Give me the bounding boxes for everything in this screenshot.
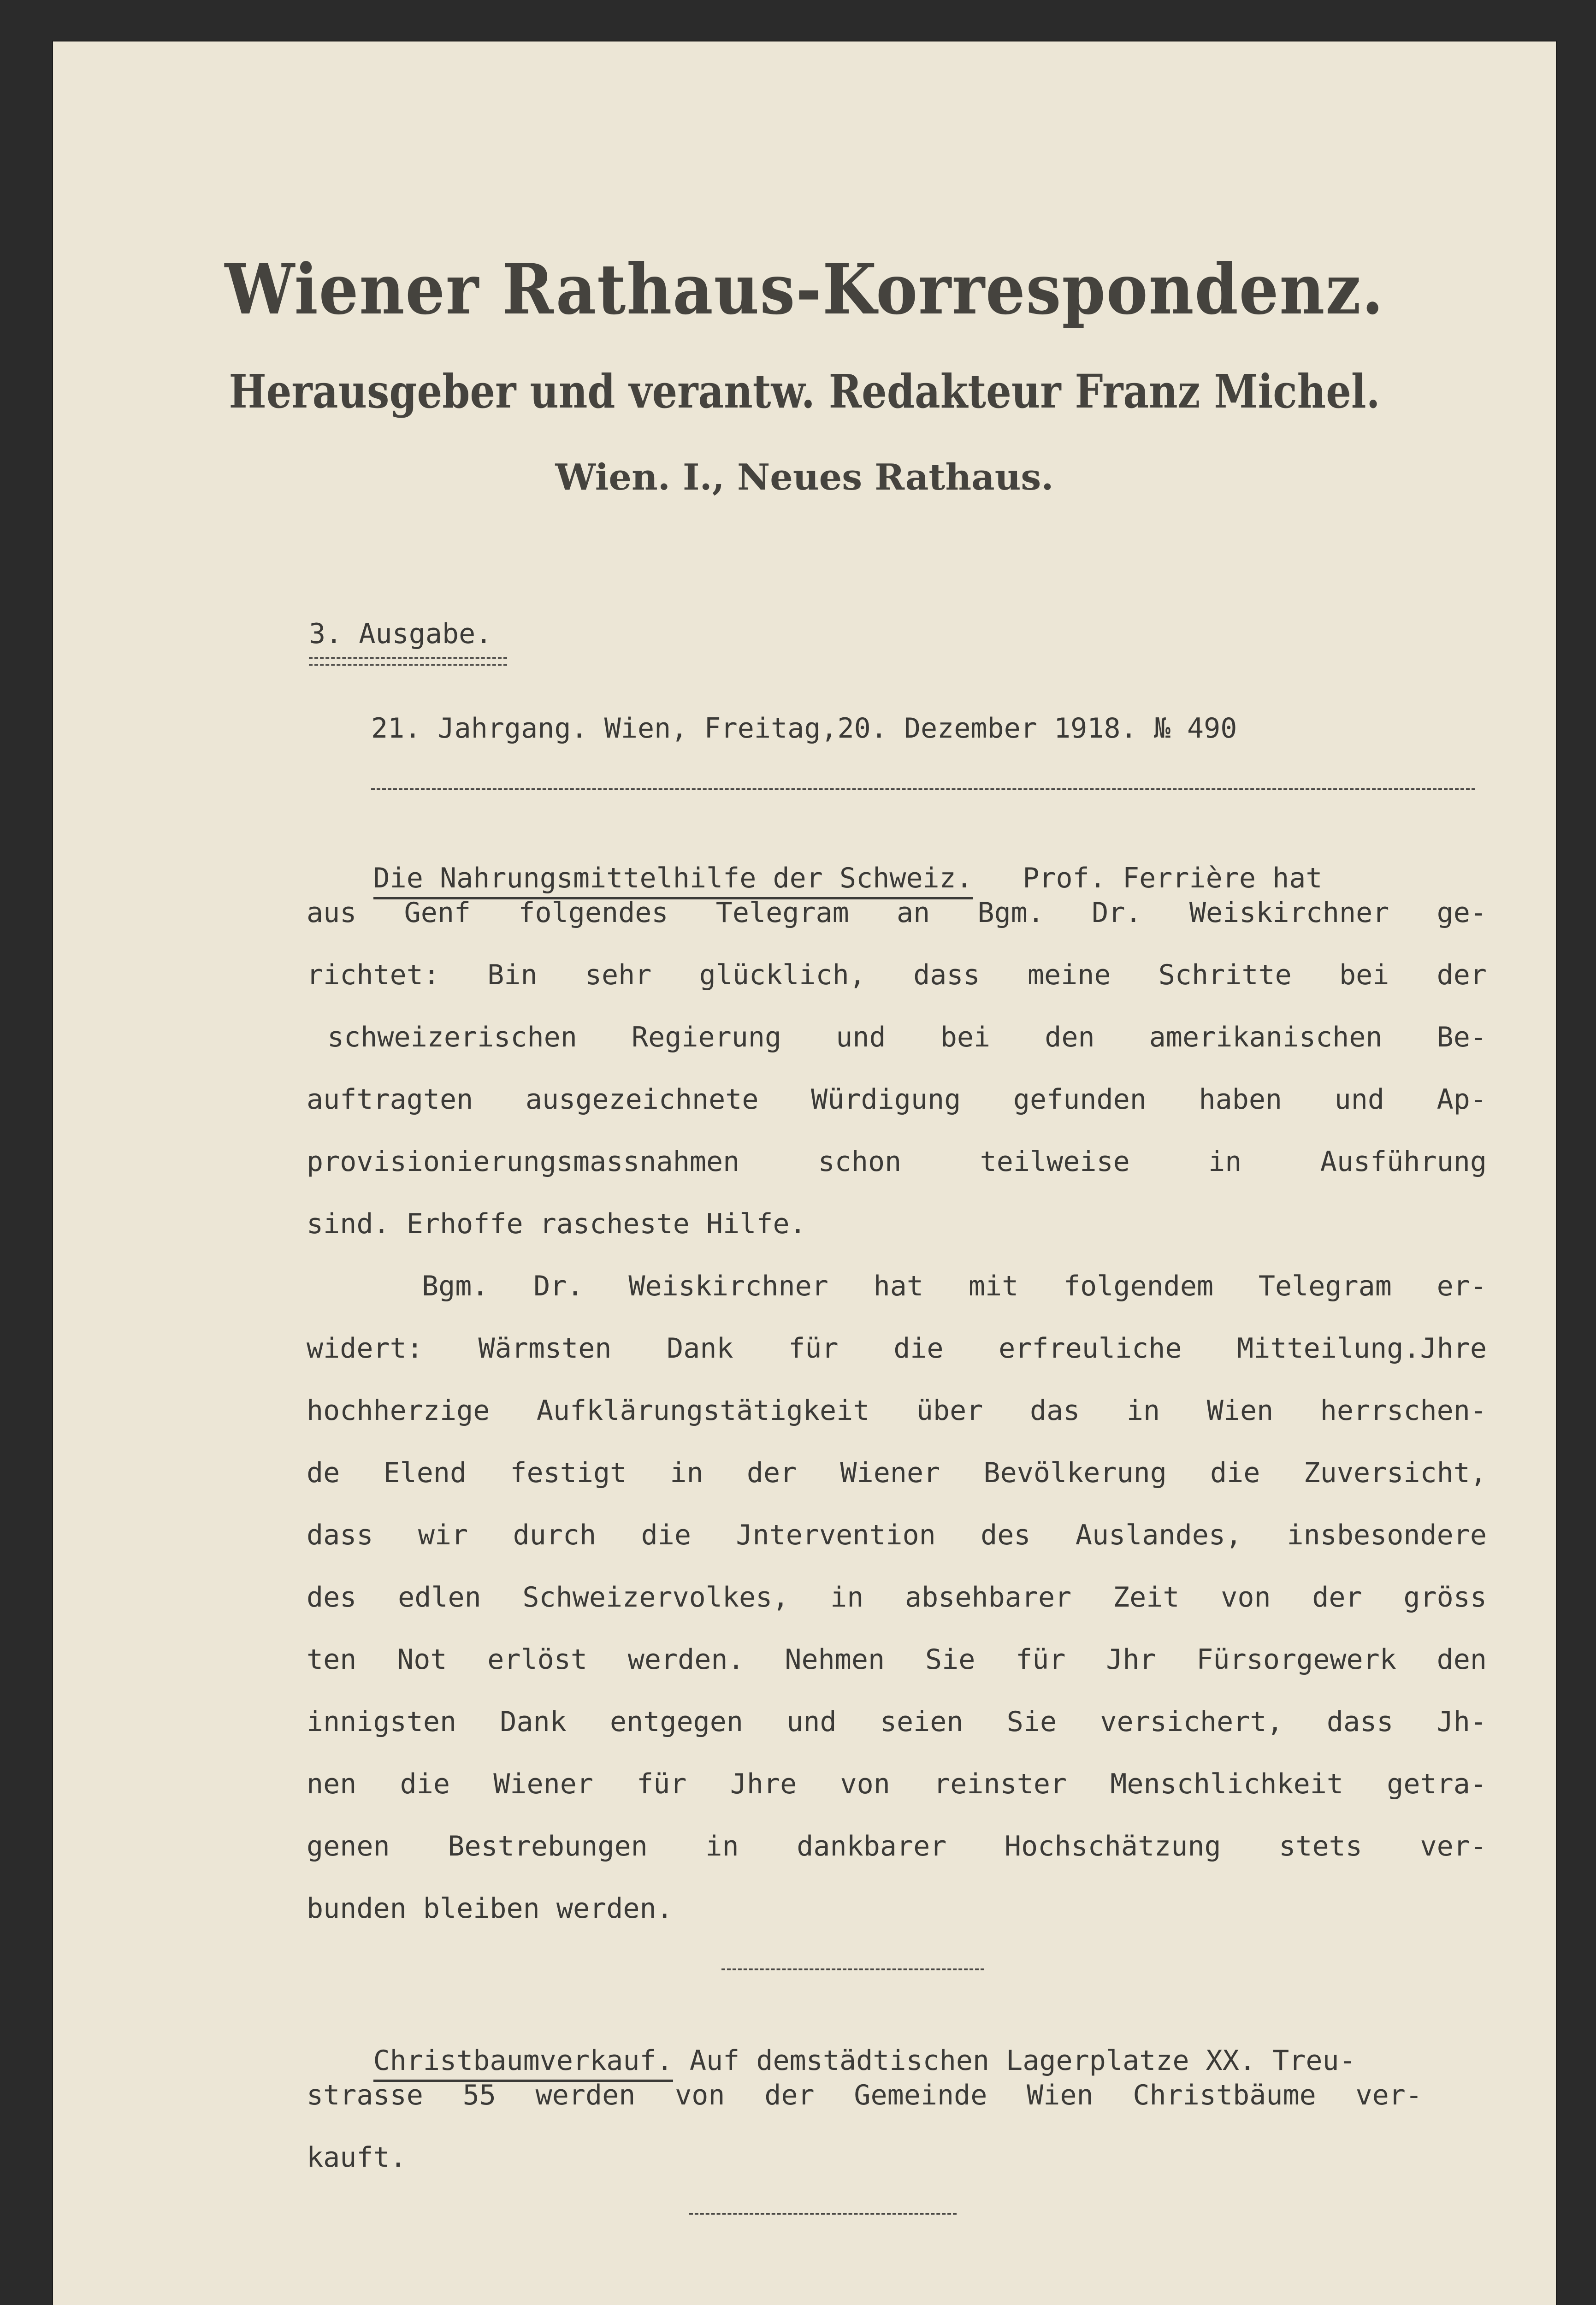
- header-rule: [371, 788, 1475, 790]
- article-1-line: innigsten Dank entgegen und seien Sie versichert, dass Jh-: [307, 1706, 1487, 1738]
- article-1-line: des edlen Schweizervolkes, in absehbarer Zeit von der gröss: [307, 1581, 1487, 1614]
- masthead-address: Wien. I., Neues Rathaus.: [555, 456, 1054, 498]
- article-1-line: dass wir durch die Jntervention des Auslandes, insbesondere: [307, 1519, 1487, 1551]
- masthead-subtitle: Herausgeber und verantw. Redakteur Franz Michel.: [229, 364, 1380, 419]
- closing-divider: [689, 2213, 957, 2215]
- article-1-line: richtet: Bin sehr glücklich, dass meine Schritte bei der: [307, 959, 1487, 991]
- article-1-line: hochherzige Aufklärungstätigkeit über das in Wien herrschen-: [307, 1395, 1487, 1427]
- article-2-line: strasse 55 werden von der Gemeinde Wien Christbäume ver-: [307, 2079, 1422, 2111]
- article-1-line: nen die Wiener für Jhre von reinster Menschlichkeit getra-: [307, 1768, 1487, 1800]
- article-1-line: bunden bleiben werden.: [307, 1892, 673, 1925]
- article-1-line: de Elend festigt in der Wiener Bevölkerung die Zuversicht,: [307, 1457, 1487, 1489]
- article-1-line: sind. Erhoffe rascheste Hilfe.: [307, 1208, 806, 1240]
- article-1-heading: Die Nahrungsmittelhilfe der Schweiz.: [373, 862, 973, 899]
- dateline: 21. Jahrgang. Wien, Freitag,20. Dezember 1918. № 490: [371, 712, 1237, 745]
- edition-label: 3. Ausgabe.: [309, 618, 492, 650]
- article-1-line: Prof. Ferrière hat: [1023, 862, 1323, 894]
- article-1-line: auftragten ausgezeichnete Würdigung gefunden haben und Ap-: [307, 1083, 1487, 1116]
- article-1-line: ten Not erlöst werden. Nehmen Sie für Jhr Fürsorgewerk den: [307, 1643, 1487, 1676]
- article-1-line: provisionierungsmassnahmen schon teilweise in Ausführung: [307, 1146, 1487, 1178]
- article-1-line: widert: Wärmsten Dank für die erfreuliche Mitteilung.Jhre: [307, 1332, 1487, 1365]
- section-divider: [721, 1968, 984, 1970]
- article-2-heading: Christbaumverkauf.: [373, 2045, 673, 2082]
- document-page: [53, 41, 1556, 2305]
- edition-underline-1: [309, 657, 507, 659]
- masthead-title: Wiener Rathaus-Korrespondenz.: [225, 249, 1384, 330]
- article-2-line: Auf demstädtischen Lagerplatze XX. Treu-: [689, 2045, 1356, 2077]
- article-1-line: genen Bestrebungen in dankbarer Hochschätzung stets ver-: [307, 1830, 1487, 1862]
- article-2-line: kauft.: [307, 2141, 407, 2174]
- article-1-line: aus Genf folgendes Telegram an Bgm. Dr. Weiskirchner ge-: [307, 897, 1487, 929]
- article-1-line: Bgm. Dr. Weiskirchner hat mit folgendem Telegram er-: [422, 1270, 1487, 1302]
- article-1-line: schweizerischen Regierung und bei den amerikanischen Be-: [327, 1021, 1487, 1053]
- edition-underline-2: [309, 664, 507, 666]
